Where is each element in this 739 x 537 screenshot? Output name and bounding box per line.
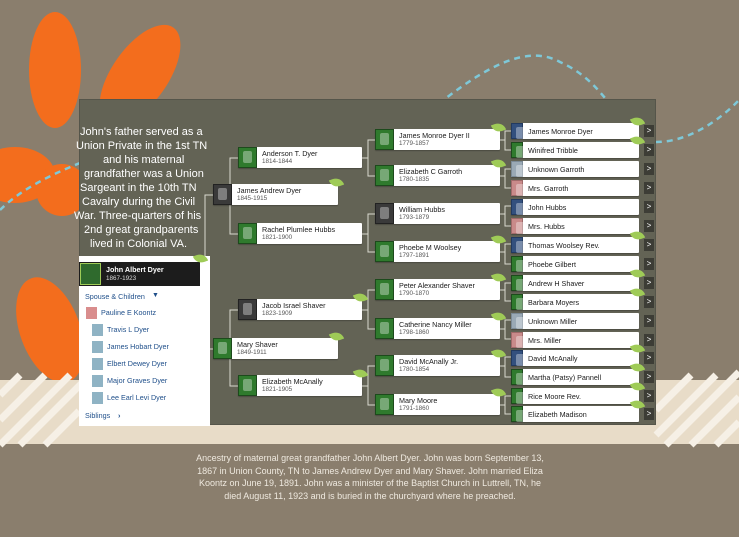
caption-line: Ancestry of maternal great grandfather John Albert Dyer. John was born September 13,	[196, 453, 544, 463]
person-name: Barbara Moyers	[528, 298, 580, 307]
person-photo	[375, 318, 394, 339]
person-card-great-grandparent[interactable]	[375, 318, 500, 339]
person-name: William Hubbs	[399, 205, 445, 214]
expand-ancestor-button[interactable]: >	[644, 277, 654, 289]
person-name: Mrs. Garroth	[528, 184, 569, 193]
person-photo	[511, 388, 523, 404]
person-photo	[238, 375, 257, 396]
note-line: John's father served as a	[80, 126, 203, 138]
person-name: Rice Moore Rev.	[528, 392, 581, 401]
person-card-great-grandparent[interactable]	[375, 203, 500, 224]
person-dates: 1793-1879	[399, 214, 430, 221]
person-photo	[511, 313, 523, 329]
person-card-gg-grandparent[interactable]	[511, 218, 639, 234]
expand-ancestor-button[interactable]: >	[644, 390, 654, 402]
person-card-father[interactable]	[213, 184, 338, 205]
expand-ancestor-button[interactable]: >	[644, 163, 654, 175]
person-name: Phoebe Gilbert	[528, 260, 576, 269]
person-dates: 1823-1909	[262, 310, 293, 317]
person-name: David McAnally	[528, 354, 578, 363]
person-photo	[375, 279, 394, 300]
person-name: Mary Moore	[399, 396, 438, 405]
person-card-grandparent[interactable]	[238, 223, 362, 244]
person-card-gg-grandparent[interactable]	[511, 142, 639, 158]
expand-ancestor-button[interactable]: >	[644, 182, 654, 194]
person-name: David McAnally Jr.	[399, 357, 459, 366]
child-name: Lee Earl Levi Dyer	[107, 393, 167, 402]
person-name: Martha (Patsy) Pannell	[528, 373, 602, 382]
child-name: Major Graves Dyer	[107, 376, 168, 385]
caption-line: 1867 in Union County, TN to James Andrew Dyer and Mary Shaver. John married Eliza	[197, 465, 543, 476]
person-card-gg-grandparent[interactable]	[511, 161, 639, 177]
person-dates: 1821-1905	[262, 386, 293, 393]
person-photo	[375, 129, 394, 150]
person-photo	[511, 275, 523, 291]
person-name: Unknown Miller	[528, 317, 578, 326]
person-name: James Monroe Dyer	[528, 127, 593, 136]
person-card-great-grandparent[interactable]	[375, 241, 500, 262]
person-name: Mary Shaver	[237, 340, 278, 349]
person-name: Winifred Tribble	[528, 146, 578, 155]
person-photo	[511, 161, 523, 177]
person-dates: 1849-1911	[237, 349, 267, 356]
person-photo	[375, 394, 394, 415]
expand-ancestor-button[interactable]: >	[644, 258, 654, 270]
caption-line: died August 11, 1923 and is buried in the churchyard where he preached.	[224, 490, 516, 501]
person-photo	[238, 299, 257, 320]
expand-ancestor-button[interactable]: >	[644, 408, 654, 420]
person-photo	[375, 203, 394, 224]
expand-ancestor-button[interactable]: >	[644, 220, 654, 232]
person-dates: 1798-1860	[399, 329, 430, 336]
child-name: Elbert Dewey Dyer	[107, 359, 167, 368]
person-photo	[511, 350, 523, 366]
person-card-gg-grandparent[interactable]	[511, 350, 639, 366]
family-panel	[79, 256, 210, 426]
person-name: Elizabeth Madison	[528, 410, 587, 419]
focus-person-name: John Albert Dyer	[106, 265, 164, 274]
male-person-icon	[92, 324, 103, 336]
person-name: Catherine Nancy Miller	[399, 320, 472, 329]
person-card-great-grandparent[interactable]	[375, 394, 500, 415]
person-dates: 1814-1844	[262, 158, 293, 165]
person-card-gg-grandparent[interactable]	[511, 237, 639, 253]
person-photo	[375, 165, 394, 186]
focus-person-card[interactable]	[79, 262, 200, 286]
person-name: John Hubbs	[528, 203, 567, 212]
person-card-great-grandparent[interactable]	[375, 279, 500, 300]
siblings-label: Siblings	[85, 411, 111, 420]
person-photo	[511, 218, 523, 234]
person-dates: 1791-1860	[399, 405, 430, 412]
person-card-gg-grandparent[interactable]	[511, 406, 639, 422]
person-card-great-grandparent[interactable]	[375, 165, 500, 186]
person-photo	[238, 147, 257, 168]
male-person-icon	[92, 375, 103, 387]
person-card-grandparent[interactable]	[238, 375, 362, 396]
person-card-gg-grandparent[interactable]	[511, 313, 639, 329]
person-card-gg-grandparent[interactable]	[511, 388, 639, 404]
male-person-icon	[92, 358, 103, 370]
person-card-grandparent[interactable]	[238, 147, 362, 168]
person-card-gg-grandparent[interactable]	[511, 180, 639, 196]
person-name: James Monroe Dyer II	[399, 131, 470, 140]
caption-line: Koontz on June 19, 1891. John was a minister of the Baptist Church in Luttrell, TN, he	[198, 478, 542, 488]
expand-ancestor-button[interactable]: >	[644, 201, 654, 213]
person-dates: 1780-1835	[399, 176, 430, 183]
person-photo	[375, 355, 394, 376]
person-name: Elizabeth C Garroth	[399, 167, 463, 176]
expand-ancestor-button[interactable]: >	[644, 334, 654, 346]
person-photo	[511, 237, 523, 253]
note-line: War. Three-quarters of his	[74, 210, 202, 222]
page-caption	[120, 452, 620, 502]
spouse-children-label: Spouse & Children	[85, 292, 145, 301]
expand-ancestor-button[interactable]: >	[644, 144, 654, 156]
person-photo	[511, 123, 523, 139]
person-photo	[238, 223, 257, 244]
expand-ancestor-button[interactable]: >	[644, 296, 654, 308]
person-dates: 1780-1854	[399, 366, 430, 373]
person-dates: 1797-1891	[399, 252, 430, 259]
person-name: Anderson T. Dyer	[262, 149, 318, 158]
person-name: Phoebe M Woolsey	[399, 243, 462, 252]
expand-ancestor-button[interactable]: >	[644, 315, 654, 327]
expand-ancestor-button[interactable]: >	[644, 371, 654, 383]
child-name: Travis L Dyer	[107, 325, 150, 334]
person-card-gg-grandparent[interactable]	[511, 332, 639, 348]
note-line: grandfather was a Union	[84, 168, 204, 180]
person-name: Mrs. Hubbs	[528, 222, 565, 231]
person-card-grandparent[interactable]	[238, 299, 362, 320]
person-photo	[213, 338, 232, 359]
person-card-gg-grandparent[interactable]	[511, 275, 639, 291]
chevron-right-icon: ›	[118, 411, 121, 420]
person-photo	[511, 180, 523, 196]
note-line: 2nd great grandparents	[84, 224, 199, 236]
person-name: Unknown Garroth	[528, 165, 585, 174]
person-name: Rachel Plumlee Hubbs	[262, 225, 336, 234]
person-photo	[511, 294, 523, 310]
person-photo	[511, 199, 523, 215]
chevron-down-icon: ▼	[152, 292, 159, 299]
person-card-gg-grandparent[interactable]	[511, 256, 639, 272]
person-photo	[511, 332, 523, 348]
person-card-gg-grandparent[interactable]	[511, 294, 639, 310]
male-person-icon	[92, 341, 103, 353]
person-card-gg-grandparent[interactable]	[511, 369, 639, 385]
person-card-great-grandparent[interactable]	[375, 355, 500, 376]
expand-ancestor-button[interactable]: >	[644, 352, 654, 364]
note-line: Union Private in the 1st TN	[76, 140, 208, 152]
person-dates: 1821-1900	[262, 234, 293, 241]
note-line: Cavalry during the Civil	[82, 196, 196, 208]
note-line: Sargeant in the 10th TN	[80, 182, 197, 194]
person-dates: 1845-1915	[237, 195, 268, 202]
person-photo	[213, 184, 232, 205]
expand-ancestor-button[interactable]: >	[644, 239, 654, 251]
person-card-gg-grandparent[interactable]	[511, 123, 639, 139]
person-card-mother[interactable]	[213, 338, 338, 359]
spouse-name: Pauline E Koontz	[101, 308, 157, 317]
male-person-icon	[92, 392, 103, 404]
focus-person-dates: 1867-1923	[106, 275, 137, 282]
note-line: and his maternal	[103, 154, 185, 166]
person-name: Peter Alexander Shaver	[399, 281, 475, 290]
child-name: James Hobart Dyer	[107, 342, 169, 351]
person-photo	[511, 406, 523, 422]
person-photo	[511, 256, 523, 272]
expand-ancestor-button[interactable]: >	[644, 125, 654, 137]
person-name: Andrew H Shaver	[528, 279, 585, 288]
person-name: Jacob Israel Shaver	[262, 301, 326, 310]
female-person-icon	[86, 307, 97, 319]
note-line: lived in Colonial VA.	[90, 238, 188, 250]
person-name: James Andrew Dyer	[237, 186, 302, 195]
person-photo	[80, 263, 101, 285]
person-dates: 1790-1870	[399, 290, 430, 297]
person-photo	[511, 369, 523, 385]
person-photo	[375, 241, 394, 262]
person-name: Mrs. Miller	[528, 336, 562, 345]
person-card-great-grandparent[interactable]	[375, 129, 500, 150]
person-card-gg-grandparent[interactable]	[511, 199, 639, 215]
person-name: Elizabeth McAnally	[262, 377, 323, 386]
person-photo	[511, 142, 523, 158]
person-dates: 1779-1857	[399, 140, 430, 147]
person-name: Thomas Woolsey Rev.	[528, 241, 600, 250]
